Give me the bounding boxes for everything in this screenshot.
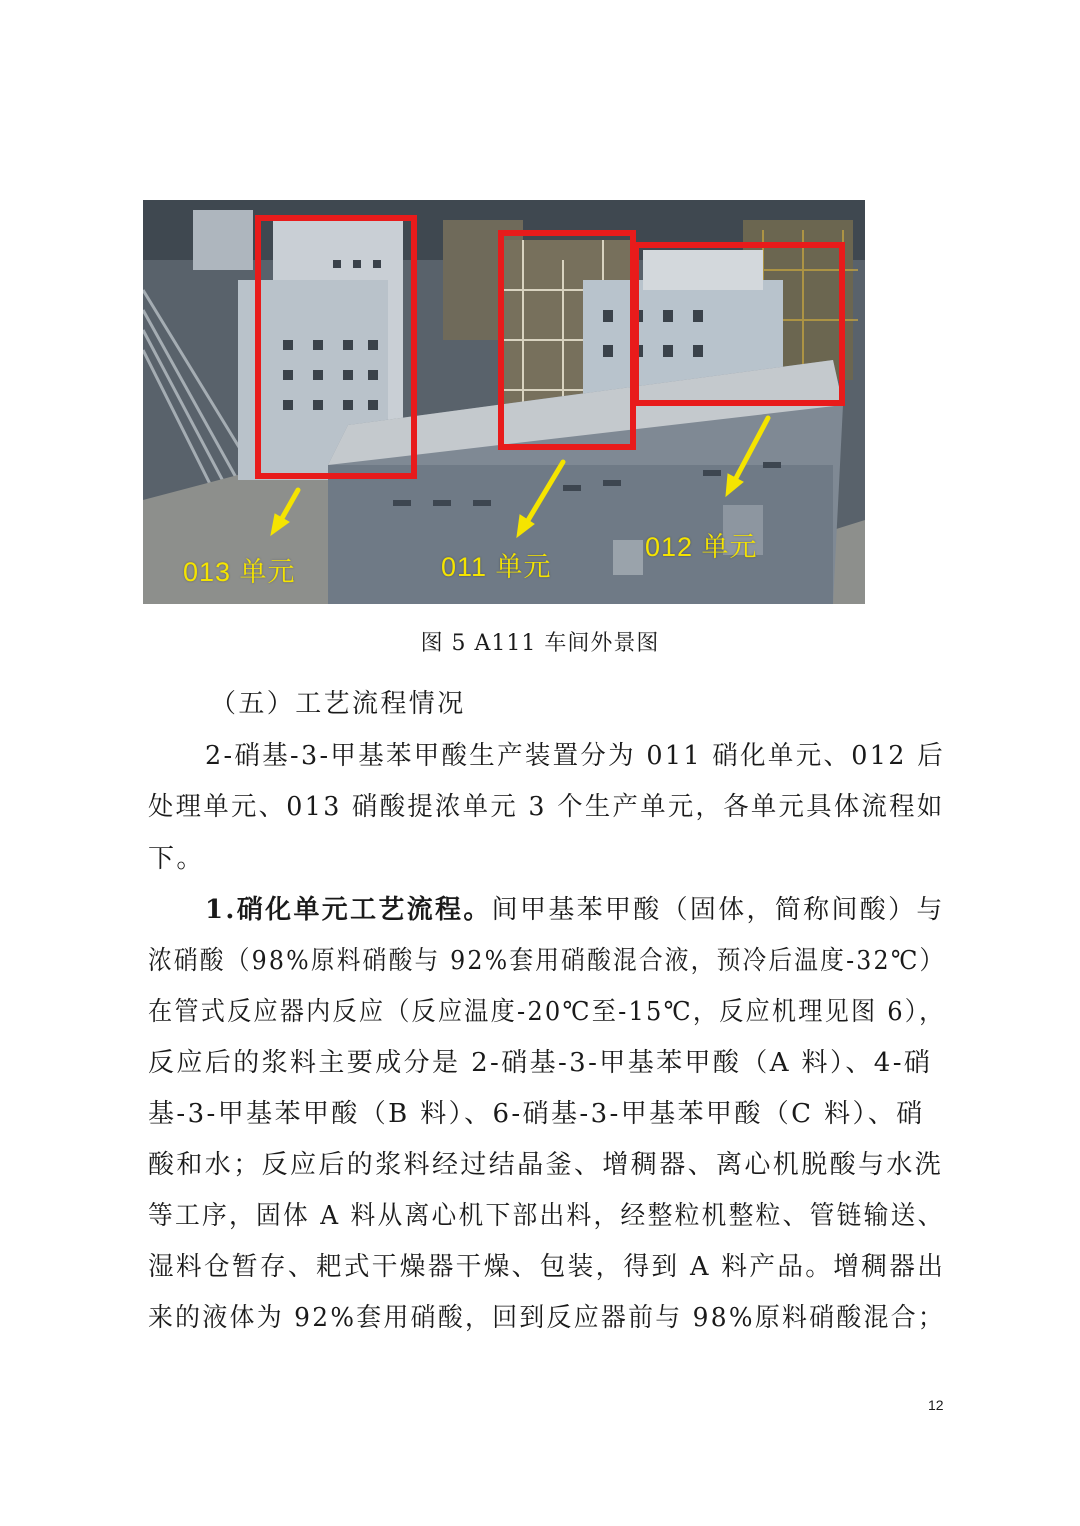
- arrow-011-icon: [527, 462, 563, 522]
- unit-label-011: 011 单元: [441, 552, 552, 582]
- subsection-first-line: [205, 889, 945, 926]
- body-line-2: 在管式反应器内反应（反应温度-20℃至-15℃，反应机理见图 6），: [148, 997, 946, 1027]
- body-line-3: 反应后的浆料主要成分是 2-硝基-3-甲基苯甲酸（A 料）、4-硝: [148, 1048, 933, 1078]
- page-number: 12: [928, 1397, 944, 1413]
- body-line-4: 基-3-甲基苯甲酸（B 料）、6-硝基-3-甲基苯甲酸（C 料）、硝: [148, 1099, 925, 1129]
- subsection-title: 1.硝化单元工艺流程。: [205, 895, 492, 925]
- intro-line-1: 2-硝基-3-甲基苯甲酸生产装置分为 011 硝化单元、012 后: [205, 741, 946, 771]
- unit-label-013: 013 单元: [183, 557, 296, 587]
- intro-line-2: 处理单元、013 硝酸提浓单元 3 个生产单元，各单元具体流程如: [148, 792, 945, 822]
- workshop-photo: [143, 200, 865, 604]
- body-line-6: 等工序，固体 A 料从离心机下部出料，经整粒机整粒、管链输送、: [148, 1201, 945, 1231]
- unit-label-012: 012 单元: [645, 532, 758, 562]
- body-line-5: 酸和水；反应后的浆料经过结晶釜、增稠器、离心机脱酸与水洗: [148, 1150, 944, 1180]
- body-line-8: 来的液体为 92%套用硝酸，回到反应器前与 98%原料硝酸混合；: [148, 1303, 946, 1333]
- body-line-7: 湿料仓暂存、耙式干燥器干燥、包装，得到 A 料产品。增稠器出: [148, 1252, 946, 1282]
- body-line-1: 浓硝酸（98%原料硝酸与 92%套用硝酸混合液，预冷后温度-32℃）: [148, 946, 946, 976]
- figure-caption: 图 5 A111 车间外景图: [420, 631, 660, 656]
- intro-line-3: 下。: [148, 844, 205, 874]
- arrow-013-icon: [281, 490, 298, 520]
- section-heading: （五）工艺流程情况: [210, 689, 466, 719]
- subsection-first-line-text: 间甲基苯甲酸（固体，简称间酸）与: [491, 895, 945, 925]
- arrow-012-icon: [735, 418, 768, 480]
